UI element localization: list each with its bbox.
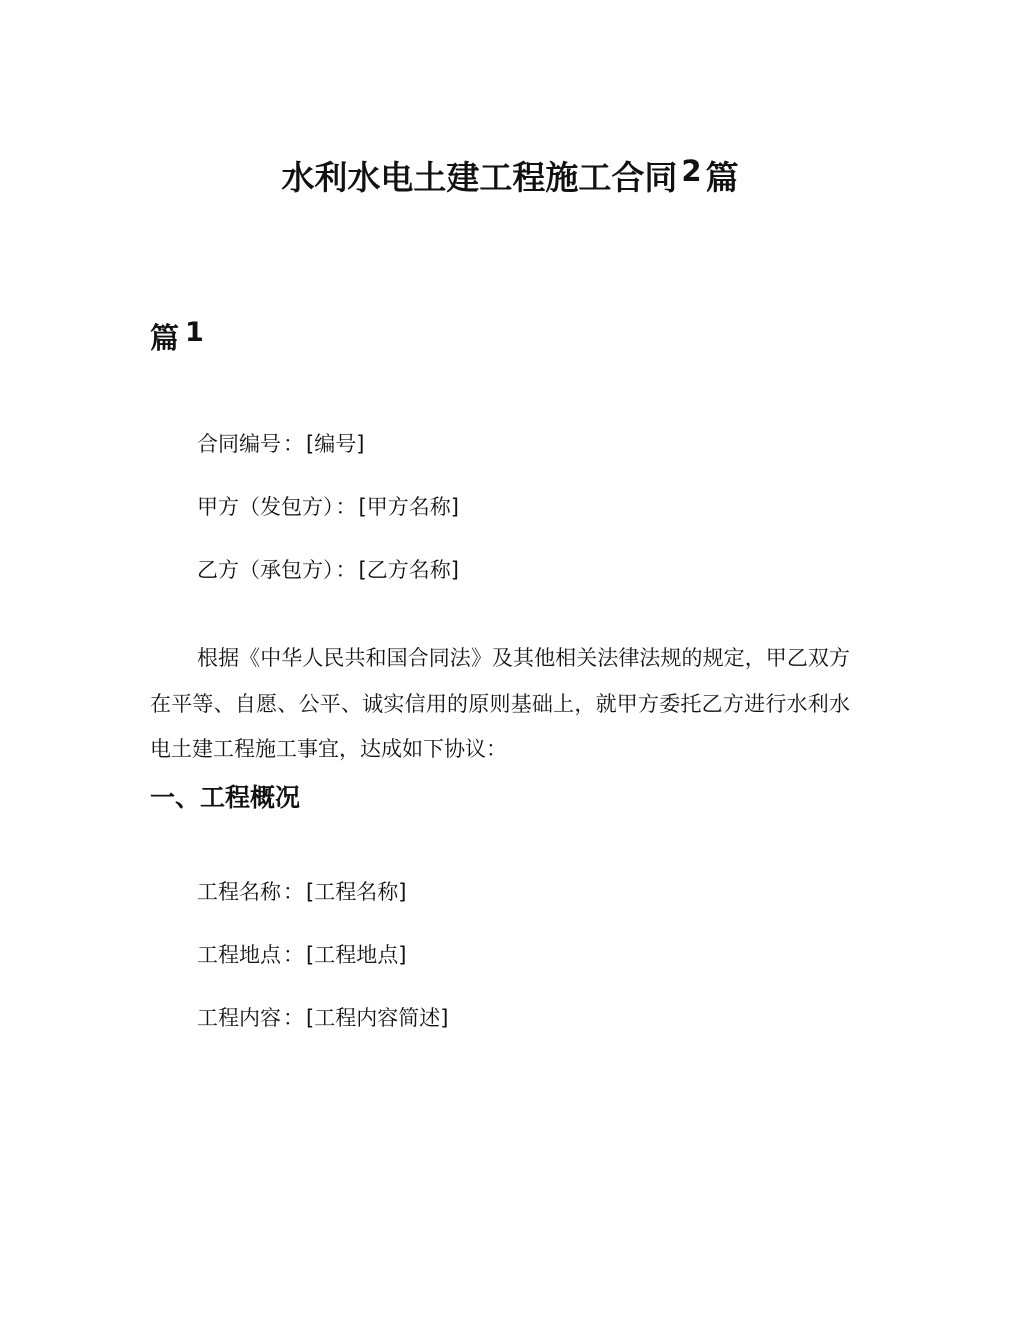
project-content-field xyxy=(197,1002,448,1032)
field-label: 工程地点 xyxy=(197,943,281,967)
title-suffix: 篇 xyxy=(705,158,739,197)
part-heading-number: 1 xyxy=(185,317,204,348)
field-value: [编号] xyxy=(306,432,365,456)
field-separator: ： xyxy=(283,943,304,967)
contract-number-field xyxy=(197,428,364,458)
intro-paragraph: 根据《中华人民共和国合同法》及其他相关法律法规的规定，甲乙双方在平等、自愿、公平、诚实信用的原则基础上，就甲方委托乙方进行水利水电土建工程施工事宜，达成如下协议： xyxy=(150,646,850,761)
field-label: 合同编号 xyxy=(197,432,281,456)
field-separator: ： xyxy=(283,880,304,904)
project-name-field xyxy=(197,876,406,906)
title-number: 2 xyxy=(681,154,702,188)
title-text: 水利水电土建工程施工合同 xyxy=(281,158,678,197)
field-separator: ： xyxy=(283,1006,304,1030)
field-label: 甲方（发包方） xyxy=(197,495,334,519)
field-separator: ： xyxy=(283,432,304,456)
field-label: 乙方（承包方） xyxy=(197,558,334,582)
project-location-field xyxy=(197,939,406,969)
field-label: 工程内容 xyxy=(197,1006,281,1030)
party-b-field xyxy=(197,554,459,584)
document-title xyxy=(0,152,1020,199)
field-value: [甲方名称] xyxy=(358,495,459,519)
section-1-heading: 一、工程概况 xyxy=(150,783,301,812)
part-heading-text: 篇 xyxy=(150,321,180,355)
field-value: [工程名称] xyxy=(306,880,407,904)
field-value: [乙方名称] xyxy=(358,558,459,582)
field-value: [工程地点] xyxy=(306,943,407,967)
field-separator: ： xyxy=(335,495,357,519)
part-heading xyxy=(150,316,204,357)
field-value: [工程内容简述] xyxy=(306,1006,449,1030)
party-a-field xyxy=(197,491,459,521)
field-separator: ： xyxy=(335,558,357,582)
field-label: 工程名称 xyxy=(197,880,281,904)
